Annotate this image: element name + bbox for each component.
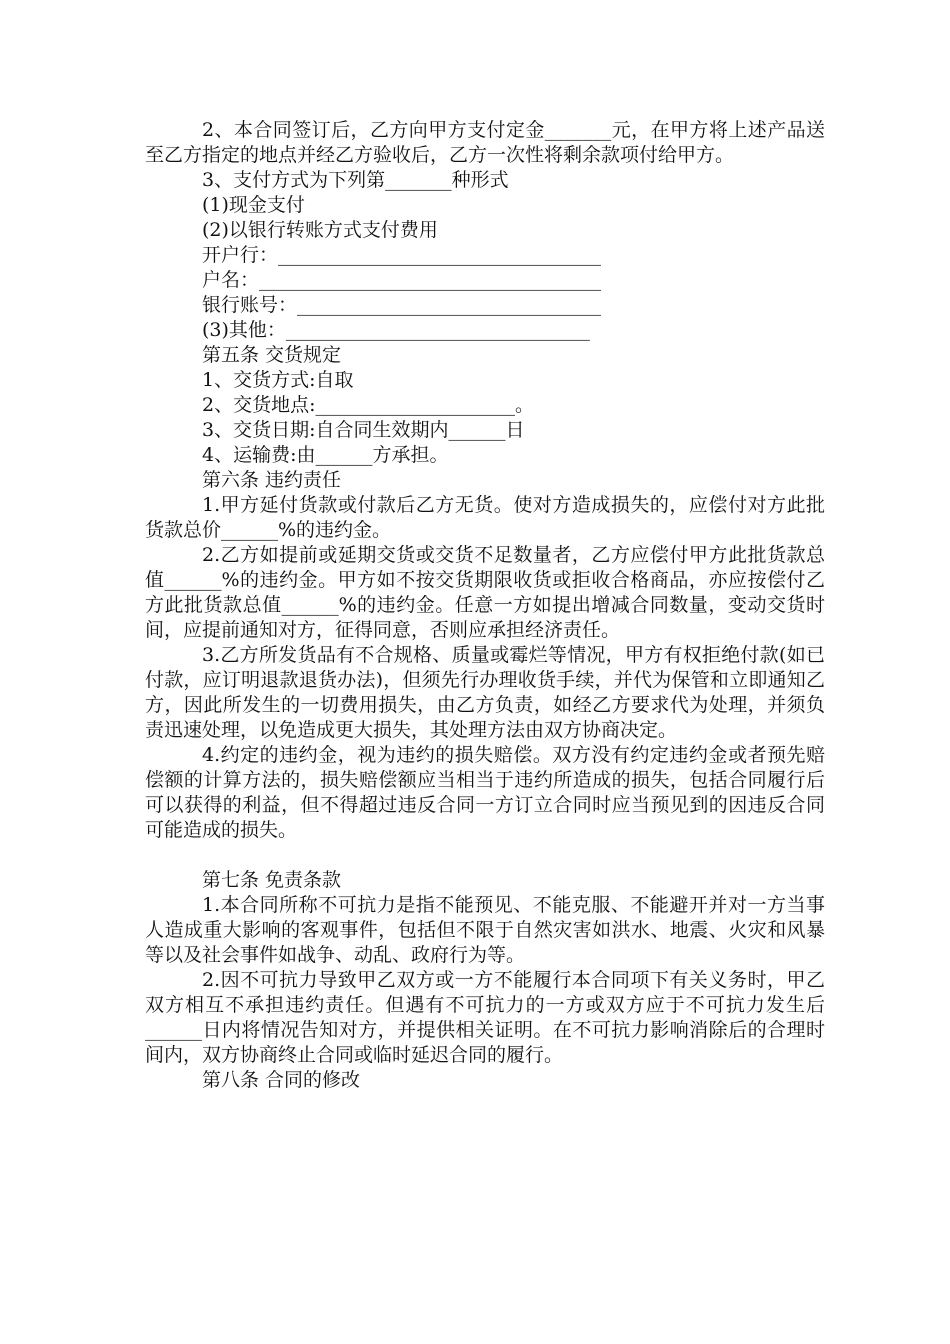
liability-clause-3: 3.乙方所发货品有不合规格、质量或霉烂等情况，甲方有权拒绝付款(如已付款，应订明退款退货办法)，但须先行办理收货手续，并代为保管和立即通知乙方，因此所发生的一切费用损失，由乙方负责，如经乙方要求代为处理，并须负责迅速处理，以免造成更大损失，其处理方法由双方协商决定。 bbox=[145, 644, 825, 741]
article-5-heading: 第五条 交货规定 bbox=[202, 344, 342, 366]
delivery-place-line: 2、交货地点:_____________________。 bbox=[202, 394, 534, 416]
article-8-heading: 第八条 合同的修改 bbox=[202, 1069, 361, 1091]
delivery-date-line: 3、交货日期:自合同生效期内______日 bbox=[202, 419, 525, 441]
bank-account-field: 银行账号：________________________________ bbox=[202, 294, 602, 316]
force-majeure-clause-1: 1.本合同所称不可抗力是指不能预见、不能克服、不能避开并对一方当事人造成重大影响的客观事件，包括但不限于自然灾害如洪水、地震、火灾和风暴等以及社会事件如战争、动乱、政府行为等。 bbox=[145, 894, 825, 966]
freight-line: 4、运输费:由______方承担。 bbox=[202, 444, 449, 466]
payment-option-cash: (1)现金支付 bbox=[202, 194, 305, 216]
liability-clause-1: 1.甲方延付货款或付款后乙方无货。使对方造成损失的，应偿付对方此批货款总价______%的违约金。 bbox=[145, 494, 825, 541]
blank-line bbox=[145, 843, 825, 868]
force-majeure-clause-2: 2.因不可抗力导致甲乙双方或一方不能履行本合同项下有关义务时，甲乙双方相互不承担违约责任。但遇有不可抗力的一方或双方应于不可抗力发生后______日内将情况告知对方，并提供相关证明。在不可抗力影响消除后的合理时间内，双方协商终止合同或临时延迟合同的履行。 bbox=[145, 969, 825, 1066]
liability-clause-4: 4.约定的违约金，视为违约的损失赔偿。双方没有约定违约金或者预先赔偿额的计算方法的，损失赔偿额应当相当于违约所造成的损失，包括合同履行后可以获得的利益，但不得超过违反合同一方订立合同时应当预见到的因违反合同可能造成的损失。 bbox=[145, 744, 825, 841]
paragraph-deposit-payment: 2、本合同签订后，乙方向甲方支付定金_______元，在甲方将上述产品送至乙方指定的地点并经乙方验收后，乙方一次性将剩余款项付给甲方。 bbox=[145, 119, 825, 166]
payment-method-line: 3、支付方式为下列第_______种形式 bbox=[202, 169, 509, 191]
payment-option-other: (3)其他：________________________________ bbox=[202, 319, 590, 341]
bank-name-field: 开户行：__________________________________ bbox=[202, 244, 602, 266]
article-6-heading: 第六条 违约责任 bbox=[202, 469, 342, 491]
document-page bbox=[145, 118, 825, 1093]
article-7-heading: 第七条 免责条款 bbox=[202, 869, 342, 891]
liability-clause-2: 2.乙方如提前或延期交货或交货不足数量者，乙方应偿付甲方此批货款总值______%的违约金。甲方如不按交货期限收货或拒收合格商品，亦应按偿付乙方此批货款总值______%的违约金。任意一方如提出增减合同数量，变动交货时间，应提前通知对方，征得同意，否则应承担经济责任。 bbox=[145, 544, 825, 641]
delivery-method-line: 1、交货方式:自取 bbox=[202, 369, 354, 391]
payment-option-bank-transfer: (2)以银行转账方式支付费用 bbox=[202, 219, 438, 241]
account-name-field: 户名：____________________________________ bbox=[202, 269, 602, 291]
